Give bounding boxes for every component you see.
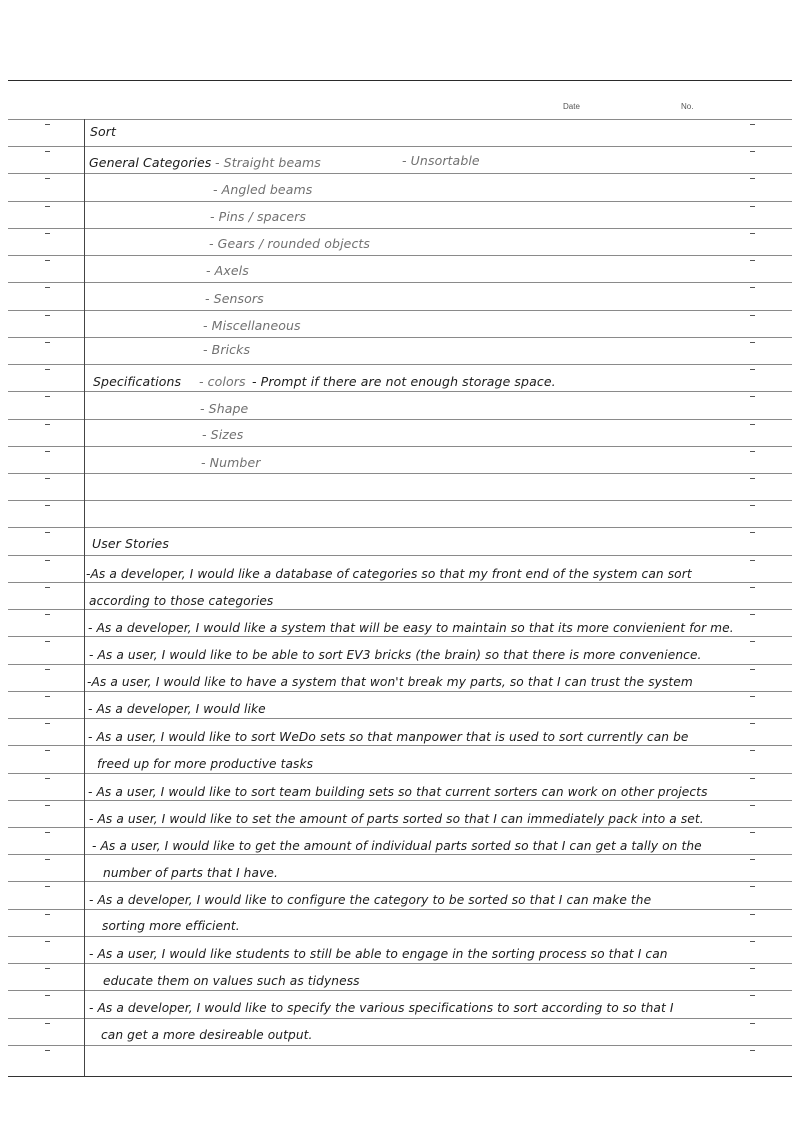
margin-tick <box>750 315 755 316</box>
ruled-line <box>8 228 792 229</box>
ruled-line <box>8 800 792 801</box>
margin-tick <box>750 805 755 806</box>
story-line: freed up for more productive tasks <box>97 757 314 771</box>
margin-tick <box>750 587 755 588</box>
bottom-border-line <box>8 1076 792 1077</box>
storage-prompt-note: - Prompt if there are not enough storage space. <box>252 374 556 389</box>
margin-tick <box>45 995 50 996</box>
margin-tick <box>750 1023 755 1024</box>
category-item: - Axels <box>206 263 249 278</box>
margin-tick <box>45 750 50 751</box>
margin-tick <box>45 886 50 887</box>
ruled-line <box>8 881 792 882</box>
specifications-label: Specifications <box>93 374 182 389</box>
ruled-line <box>8 936 792 937</box>
ruled-line <box>8 146 792 147</box>
ruled-line <box>8 1018 792 1019</box>
top-border-line <box>8 80 792 81</box>
margin-tick <box>750 614 755 615</box>
margin-tick <box>750 750 755 751</box>
margin-tick <box>750 124 755 125</box>
margin-tick <box>750 914 755 915</box>
margin-tick <box>750 1050 755 1051</box>
margin-tick <box>750 424 755 425</box>
margin-tick <box>750 641 755 642</box>
story-line: can get a more desireable output. <box>101 1028 313 1042</box>
margin-tick <box>750 233 755 234</box>
ruled-line <box>8 473 792 474</box>
ruled-line <box>8 582 792 583</box>
story-line: sorting more efficient. <box>102 919 240 933</box>
margin-tick <box>45 451 50 452</box>
ruled-line <box>8 555 792 556</box>
story-line: educate them on values such as tidyness <box>103 974 360 988</box>
ruled-line <box>8 500 792 501</box>
category-item: - Sensors <box>205 291 264 306</box>
margin-tick <box>45 151 50 152</box>
margin-tick <box>45 206 50 207</box>
margin-tick <box>750 287 755 288</box>
margin-tick <box>750 396 755 397</box>
margin-tick <box>750 968 755 969</box>
ruled-line <box>8 1045 792 1046</box>
margin-tick <box>750 478 755 479</box>
margin-tick <box>45 532 50 533</box>
margin-tick <box>45 287 50 288</box>
ruled-line <box>8 201 792 202</box>
margin-tick <box>45 178 50 179</box>
story-line: - As a developer, I would like a system that will be easy to maintain so that its more convienient for me. <box>88 621 734 635</box>
ruled-line <box>8 745 792 746</box>
ruled-line <box>8 391 792 392</box>
margin-tick <box>45 696 50 697</box>
category-item: - Straight beams <box>215 155 321 170</box>
margin-tick <box>45 968 50 969</box>
story-line: - As a developer, I would like <box>88 702 266 716</box>
story-line: number of parts that I have. <box>103 866 278 880</box>
story-line: -As a developer, I would like a database of categories so that my front end of the system can sort <box>86 567 692 581</box>
margin-tick <box>750 941 755 942</box>
margin-tick <box>45 369 50 370</box>
specification-item: - Shape <box>200 401 249 416</box>
margin-tick <box>750 859 755 860</box>
story-line: - As a user, I would like to sort WeDo sets so that manpower that is used to sort currently can be <box>88 730 689 744</box>
margin-tick <box>45 233 50 234</box>
unsortable-note: - Unsortable <box>402 153 480 168</box>
margin-tick <box>750 178 755 179</box>
story-line: -As a user, I would like to have a system that won't break my parts, so that I can trust the system <box>87 675 693 689</box>
margin-tick <box>45 124 50 125</box>
margin-tick <box>45 505 50 506</box>
specification-item: - colors <box>199 374 246 389</box>
sort-heading: Sort <box>90 124 117 139</box>
ruled-line <box>8 337 792 338</box>
margin-tick <box>45 914 50 915</box>
category-item: - Angled beams <box>213 182 313 197</box>
margin-tick <box>45 778 50 779</box>
ruled-line <box>8 691 792 692</box>
margin-tick <box>750 886 755 887</box>
margin-tick <box>45 1050 50 1051</box>
ruled-line <box>8 282 792 283</box>
category-item: - Bricks <box>203 342 251 357</box>
margin-tick <box>750 260 755 261</box>
ruled-line <box>8 827 792 828</box>
margin-tick <box>45 424 50 425</box>
ruled-line <box>8 119 792 120</box>
ruled-line <box>8 636 792 637</box>
story-line: - As a developer, I would like to configure the category to be sorted so that I can make the <box>89 893 652 907</box>
margin-tick <box>750 696 755 697</box>
story-line: - As a user, I would like to sort team building sets so that current sorters can work on other projects <box>88 785 708 799</box>
user-stories-heading: User Stories <box>92 536 169 551</box>
ruled-line <box>8 173 792 174</box>
ruled-line <box>8 990 792 991</box>
margin-tick <box>45 723 50 724</box>
ruled-line <box>8 419 792 420</box>
margin-tick <box>45 641 50 642</box>
story-line: - As a user, I would like to be able to sort EV3 bricks (the brain) so that there is more convenience. <box>89 648 702 662</box>
margin-tick <box>45 859 50 860</box>
story-line: according to those categories <box>89 594 274 608</box>
margin-tick <box>45 805 50 806</box>
margin-tick <box>750 995 755 996</box>
margin-line <box>84 119 85 1076</box>
margin-tick <box>45 315 50 316</box>
margin-tick <box>750 832 755 833</box>
margin-tick <box>45 1023 50 1024</box>
ruled-line <box>8 664 792 665</box>
margin-tick <box>750 723 755 724</box>
category-item: - Gears / rounded objects <box>209 236 371 251</box>
margin-tick <box>45 260 50 261</box>
margin-tick <box>750 369 755 370</box>
margin-tick <box>45 587 50 588</box>
ruled-line <box>8 854 792 855</box>
ruled-line <box>8 255 792 256</box>
margin-tick <box>750 206 755 207</box>
story-line: - As a developer, I would like to specify the various specifications to sort according to so that I <box>89 1001 674 1015</box>
ruled-line <box>8 446 792 447</box>
ruled-line <box>8 909 792 910</box>
margin-tick <box>45 478 50 479</box>
margin-tick <box>45 342 50 343</box>
ruled-line <box>8 364 792 365</box>
margin-tick <box>750 778 755 779</box>
margin-tick <box>750 560 755 561</box>
story-line: - As a user, I would like students to still be able to engage in the sorting process so that I can <box>89 947 668 961</box>
ruled-line <box>8 310 792 311</box>
specification-item: - Number <box>201 455 261 470</box>
ruled-line <box>8 718 792 719</box>
general-categories-label: General Categories <box>89 155 212 170</box>
margin-tick <box>45 941 50 942</box>
specification-item: - Sizes <box>202 427 244 442</box>
margin-tick <box>45 614 50 615</box>
margin-tick <box>750 505 755 506</box>
margin-tick <box>45 832 50 833</box>
ruled-line <box>8 963 792 964</box>
story-line: - As a user, I would like to set the amount of parts sorted so that I can immediately pack into a set. <box>89 812 704 826</box>
category-item: - Miscellaneous <box>203 318 301 333</box>
number-label: No. <box>681 102 694 111</box>
date-label: Date <box>563 102 580 111</box>
margin-tick <box>750 342 755 343</box>
margin-tick <box>750 151 755 152</box>
margin-tick <box>45 669 50 670</box>
margin-tick <box>45 396 50 397</box>
margin-tick <box>750 532 755 533</box>
ruled-line <box>8 527 792 528</box>
story-line: - As a user, I would like to get the amount of individual parts sorted so that I can get a tally on the <box>92 839 702 853</box>
margin-tick <box>750 451 755 452</box>
margin-tick <box>750 669 755 670</box>
ruled-line <box>8 609 792 610</box>
category-item: - Pins / spacers <box>210 209 307 224</box>
ruled-line <box>8 773 792 774</box>
margin-tick <box>45 560 50 561</box>
